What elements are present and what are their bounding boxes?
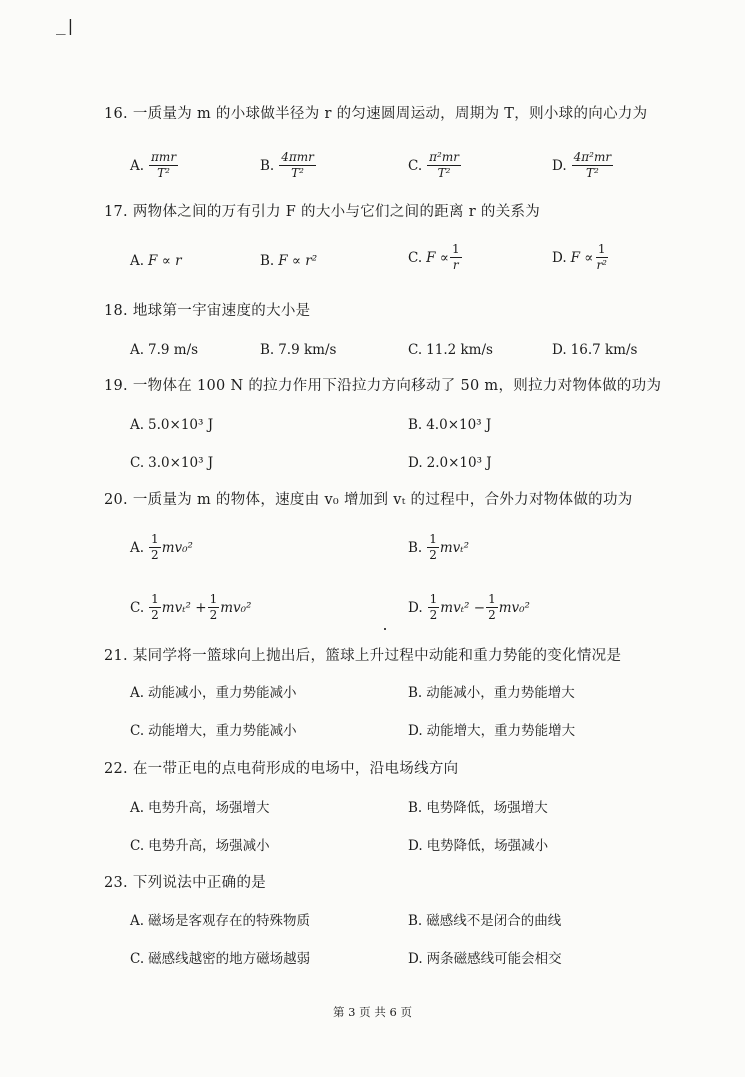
- option-text: 5.0×10³ J: [148, 417, 214, 433]
- question-21-option-b[interactable]: [408, 683, 575, 703]
- option-label: C.: [408, 342, 423, 358]
- option-text: 11.2 km/s: [426, 342, 493, 358]
- option-text: mv₀²: [161, 539, 193, 556]
- option-text: 磁场是客观存在的特殊物质: [148, 913, 311, 929]
- fraction: $\frac{1}{2}$: [429, 532, 437, 562]
- option-text: 2.0×10³ J: [426, 455, 492, 471]
- option-label: C.: [408, 157, 423, 174]
- question-18-option-d[interactable]: [552, 340, 637, 360]
- fraction: $\frac{1}{2}$: [429, 592, 438, 622]
- option-label: C.: [130, 723, 145, 739]
- question-17-stem: 17. 两物体之间的万有引力 F 的大小与它们之间的距离 r 的关系为: [104, 204, 541, 220]
- option-text: 电势升高，场强增大: [148, 800, 270, 816]
- question-22-stem: 22. 在一带正电的点电荷形成的电场中，沿电场线方向: [104, 761, 459, 777]
- fraction: $\frac{\text{4π²mr}}{\text{T²}}$: [573, 150, 612, 180]
- option-text: 7.9 m/s: [148, 342, 199, 358]
- option-text: 16.7 km/s: [570, 342, 638, 358]
- question-19-option-a[interactable]: [130, 415, 213, 435]
- option-text: 两条磁感线可能会相交: [426, 951, 562, 967]
- question-22-option-a[interactable]: [130, 798, 270, 818]
- question-16-option-d[interactable]: [552, 151, 614, 180]
- option-label: B.: [260, 157, 275, 174]
- option-label: D.: [408, 455, 423, 471]
- question-23-stem: 23. 下列说法中正确的是: [104, 875, 267, 891]
- option-text: 7.9 km/s: [278, 342, 337, 358]
- option-text: 动能增大，重力势能增大: [426, 723, 576, 739]
- option-label: A.: [130, 685, 145, 701]
- question-19-option-c[interactable]: [130, 453, 213, 473]
- option-text: 磁感线越密的地方磁场越弱: [148, 951, 311, 967]
- option-label: D.: [408, 951, 423, 967]
- option-label: A.: [130, 800, 145, 816]
- question-21-option-c[interactable]: [130, 721, 297, 741]
- option-label: A.: [130, 913, 145, 929]
- question-18-option-a[interactable]: [130, 340, 198, 360]
- question-19-stem: 19. 一物体在 100 N 的拉力作用下沿拉力方向移动了 50 m，则拉力对物体做的功为: [104, 378, 662, 394]
- option-label: B.: [408, 913, 423, 929]
- question-16-option-a[interactable]: [130, 151, 179, 180]
- option-text: 电势降低，场强减小: [426, 838, 549, 854]
- option-text: 电势升高，场强减小: [148, 838, 270, 854]
- question-20-option-a[interactable]: [130, 533, 193, 562]
- option-text: 4.0×10³ J: [426, 417, 492, 433]
- option-label: C.: [130, 599, 145, 616]
- option-label: D.: [552, 157, 567, 174]
- question-18-option-b[interactable]: [260, 340, 336, 360]
- scan-speck: [384, 628, 386, 630]
- option-label: B.: [260, 342, 275, 358]
- option-text: 动能减小，重力势能增大: [426, 685, 575, 701]
- question-16-stem: 16. 一质量为 m 的小球做半径为 r 的匀速圆周运动，周期为 T，则小球的向心力为: [104, 106, 648, 122]
- question-16-option-c[interactable]: [408, 151, 462, 180]
- question-19-option-d[interactable]: [408, 453, 492, 473]
- option-label: B.: [408, 800, 423, 816]
- option-text: mvₜ²: [439, 539, 470, 556]
- fraction: $\frac{\text{4πmr}}{\text{T²}}$: [281, 150, 314, 180]
- question-19-option-b[interactable]: [408, 415, 491, 435]
- fraction: $\frac{1}{r}$: [451, 242, 460, 272]
- option-label: D.: [408, 599, 423, 616]
- option-label: D.: [552, 249, 567, 266]
- option-label: A.: [130, 539, 145, 556]
- option-text: F ∝: [570, 249, 594, 266]
- fraction: $\frac{1}{2}$: [151, 592, 159, 622]
- option-label: C.: [408, 249, 423, 266]
- option-text: mvₜ² +: [161, 599, 207, 616]
- question-20-option-c[interactable]: [130, 593, 251, 622]
- question-20-option-b[interactable]: [408, 533, 469, 562]
- question-20-stem: 20. 一质量为 m 的物体，速度由 v₀ 增加到 vₜ 的过程中，合外力对物体做的功为: [104, 492, 633, 508]
- question-22-option-b[interactable]: [408, 798, 548, 818]
- option-text: mv₀²: [220, 599, 252, 616]
- question-21-option-d[interactable]: [408, 721, 575, 741]
- option-text: F ∝ r²: [278, 253, 318, 269]
- option-text: F ∝ r: [148, 253, 182, 269]
- question-23-option-d[interactable]: [408, 949, 562, 969]
- question-17-option-b[interactable]: [260, 251, 317, 271]
- option-label: C.: [130, 951, 145, 967]
- option-label: D.: [408, 723, 423, 739]
- option-text: 动能增大，重力势能减小: [148, 723, 297, 739]
- question-18-stem: 18. 地球第一宇宙速度的大小是: [104, 303, 311, 319]
- option-label: C.: [130, 838, 145, 854]
- option-label: A.: [130, 253, 145, 269]
- fraction: $\frac{\text{π²mr}}{\text{T²}}$: [429, 150, 459, 180]
- corner-mark: _|: [56, 16, 76, 35]
- option-label: A.: [130, 417, 145, 433]
- option-label: D.: [408, 838, 423, 854]
- question-17-option-c[interactable]: [408, 243, 463, 272]
- option-label: B.: [408, 539, 423, 556]
- fraction: $\frac{\text{πmr}}{\text{T²}}$: [151, 150, 177, 180]
- option-label: A.: [130, 157, 145, 174]
- fraction: $\frac{1}{2}$: [209, 592, 218, 622]
- question-22-option-c[interactable]: [130, 836, 270, 856]
- option-text: mvₜ² −: [440, 599, 486, 616]
- option-text: F ∝: [426, 249, 449, 266]
- option-text: 3.0×10³ J: [148, 455, 214, 471]
- question-21-option-a[interactable]: [130, 683, 297, 703]
- question-17-option-a[interactable]: [130, 251, 182, 271]
- option-text: mv₀²: [498, 599, 530, 616]
- option-label: B.: [260, 253, 275, 269]
- option-text: 磁感线不是闭合的曲线: [426, 913, 562, 929]
- fraction: $\frac{1}{2}$: [151, 532, 159, 562]
- option-label: D.: [552, 342, 567, 358]
- fraction: $\frac{1}{\text{r²}}$: [596, 242, 607, 272]
- question-16-option-b[interactable]: [260, 151, 317, 180]
- question-17-option-d[interactable]: [552, 243, 610, 272]
- question-23-option-c[interactable]: [130, 949, 310, 969]
- question-22-option-d[interactable]: [408, 836, 548, 856]
- option-label: A.: [130, 342, 145, 358]
- question-20-option-d[interactable]: [408, 593, 530, 622]
- option-label: B.: [408, 685, 423, 701]
- question-21-stem: 21. 某同学将一篮球向上抛出后，篮球上升过程中动能和重力势能的变化情况是: [104, 648, 622, 664]
- question-18-option-c[interactable]: [408, 340, 493, 360]
- option-label: B.: [408, 417, 423, 433]
- page-footer: 第 3 页 共 6 页: [333, 1005, 412, 1019]
- option-text: 电势降低，场强增大: [426, 800, 548, 816]
- question-23-option-b[interactable]: [408, 911, 561, 931]
- fraction: $\frac{1}{2}$: [488, 592, 496, 622]
- option-text: 动能减小，重力势能减小: [148, 685, 297, 701]
- option-label: C.: [130, 455, 145, 471]
- question-23-option-a[interactable]: [130, 911, 310, 931]
